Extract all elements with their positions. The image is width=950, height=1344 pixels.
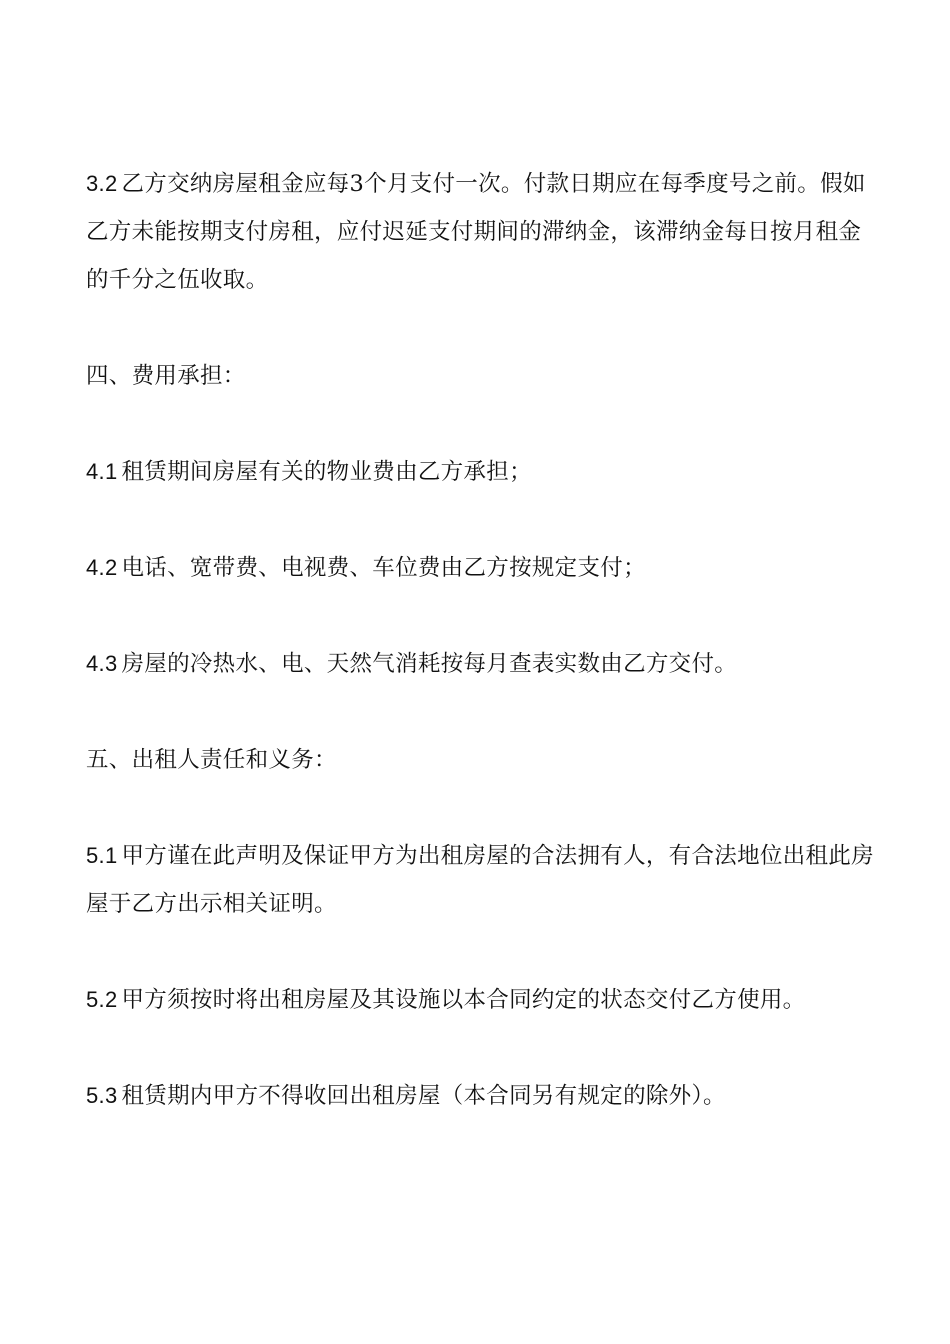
clause-text: 甲方须按时将出租房屋及其设施以本合同约定的状态交付乙方使用。 (121, 987, 806, 1013)
clause-number: 5.2 (86, 987, 118, 1012)
clause-text: 房屋的冷热水、电、天然气消耗按每月查表实数由乙方交付。 (121, 651, 738, 677)
paragraph-5-1 (86, 832, 876, 928)
clause-number: 4.1 (86, 459, 118, 484)
paragraph-4-3 (86, 640, 876, 688)
section-heading-text: 五、出租人责任和义务： (86, 747, 337, 773)
clause-number: 3.2 (86, 171, 118, 196)
clause-text: 乙方交纳房屋租金应每3个月支付一次。付款日期应在每季度号之前。假如乙方未能按期支付房租，应付迟延支付期间的滞纳金，该滞纳金每日按月租金的千分之伍收取。 (86, 171, 866, 293)
paragraph-4-2 (86, 544, 876, 592)
clause-text: 甲方谨在此声明及保证甲方为出租房屋的合法拥有人，有合法地位出租此房屋于乙方出示相关证明。 (86, 843, 874, 917)
clause-text: 电话、宽带费、电视费、车位费由乙方按规定支付； (121, 555, 646, 581)
section-heading-4 (86, 352, 876, 400)
document-page (86, 160, 876, 1120)
clause-text: 租赁期内甲方不得收回出租房屋（本合同另有规定的除外）。 (121, 1083, 726, 1109)
clause-number: 4.2 (86, 555, 118, 580)
clause-text: 租赁期间房屋有关的物业费由乙方承担； (121, 459, 532, 485)
clause-number: 5.1 (86, 843, 118, 868)
section-heading-text: 四、费用承担： (86, 363, 246, 389)
paragraph-5-2 (86, 976, 876, 1024)
paragraph-3-2 (86, 160, 876, 304)
clause-number: 5.3 (86, 1083, 118, 1108)
paragraph-4-1 (86, 448, 876, 496)
section-heading-5 (86, 736, 876, 784)
paragraph-5-3 (86, 1072, 876, 1120)
clause-number: 4.3 (86, 651, 118, 676)
